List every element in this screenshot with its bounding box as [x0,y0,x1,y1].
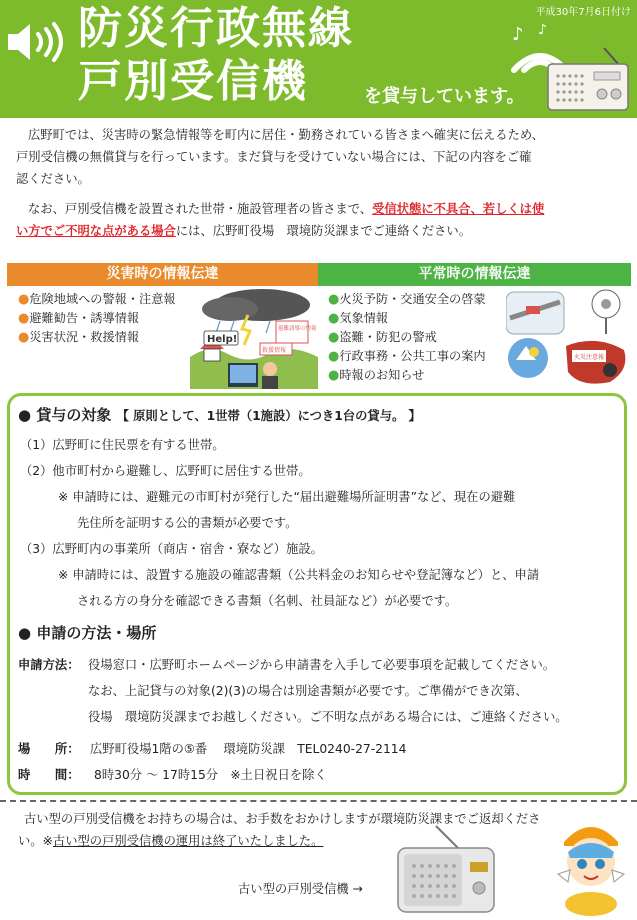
target-note: される方の身分を確認できる書類（名刺、社員証など）が必要です。 [77,594,458,608]
list-item: ●火災予防・交通安全の啓蒙 [328,292,486,307]
list-item: ●時報のお知らせ [328,368,425,383]
target-heading: ● 貸与の対象 【 原則として、1世帯（1施設）につき1台の貸与。 】 [18,406,421,424]
bullet-icon: ● [328,311,340,326]
apply-method-text: 役場 環境防災課までお越しください。ご不明な点がある場合には、ご連絡ください。 [88,710,568,724]
intro-text: なお、戸別受信機を設置された世帯・施設管理者の皆さまで、 [28,202,373,216]
svg-text:♪: ♪ [538,22,547,38]
rescue-sign: 救援情報 [262,347,287,354]
bullet-icon: ● [328,368,340,383]
divider [0,800,637,802]
old-receiver-icon [392,822,502,916]
page-title-line2: 戸別受信機 [78,56,308,107]
apply-method-label: 申請方法： [18,658,80,672]
page-title-line1: 防災行政無線 [78,3,354,54]
bullet-icon: ● [328,349,340,364]
target-note: ※ 申請時には、避難元の市町村が発行した“届出避難場所証明書”など、現在の避難 [58,490,516,504]
place-label: 場 所： [18,742,80,756]
intro-line [16,198,622,220]
target-item: （1）広野町に住民票を有する世帯。 [20,438,225,452]
return-note: 古い型の戸別受信機をお持ちの場合は、お手数をおかけしますが環境防災課までご返却くださ [24,812,541,826]
list-item: ●気象情報 [328,311,389,326]
mascot-character-icon [552,812,630,916]
target-item: （2）他市町村から避難し、広野町に居住する世帯。 [20,464,311,478]
target-heading-note: 【 原則として、1世帯（1施設）につき1台の貸与。 】 [116,409,421,423]
return-note: い。※古い型の戸別受信機の運用は終了いたしました。 [18,834,324,848]
intro-line: 認ください。 [16,172,90,186]
list-item: ●盗難・防犯の警戒 [328,330,437,345]
list-item: ●行政事務・公共工事の案内 [328,349,486,364]
service-ended-note: 古い型の戸別受信機の運用は終了いたしました。 [52,834,324,848]
disaster-info-heading: 災害時の情報伝達 [7,263,318,286]
target-note: 先住所を証明する公的書類が必要です。 [77,516,298,530]
help-sign: Help! [207,334,238,345]
intro-text: には、広野町役場 環境防災課までご連絡ください。 [175,224,472,238]
bullet-icon: ● [328,292,340,307]
radio-receiver-icon [544,44,632,114]
intro-line: 広野町では、災害時の緊急情報等を町内に居住・勤務されている皆さまへ確実に伝えるため、 [28,128,544,142]
svg-text:♪: ♪ [512,24,524,45]
list-item: ●災害状況・救援情報 [18,330,140,345]
place-value: 広野町役場1階の⑤番 環境防災課 TEL0240-27-2114 [90,742,407,756]
list-item: ●危険地域への警報・注意報 [18,292,176,307]
apply-method-text: 役場窓口・広野町ホームページから申請書を入手して必要事項を記載してください。 [88,658,556,672]
bullet-icon: ● [18,292,30,307]
speaker-icon [6,22,72,62]
apply-heading: ● 申請の方法・場所 [18,624,157,642]
page-title-suffix: を貸与しています。 [364,86,525,107]
date-label: 平成30年7月6日付け [535,7,631,18]
bullet-icon: ● [18,311,30,326]
bullet-icon: ● [328,330,340,345]
intro-emphasis: い方でご不明な点がある場合 [16,224,176,238]
intro-emphasis: 受信状態に不具合、若しくは使 [372,202,545,216]
time-label: 時 間： [18,768,80,782]
bullet-icon: ● [18,406,37,424]
normal-info-heading: 平常時の情報伝達 [318,263,631,286]
fire-warning-sign: 火災注意報 [574,354,605,361]
intro-line [16,220,622,242]
evacuation-sign: 避難誘導の情報 [278,326,317,332]
time-value: 8時30分 ～ 17時15分 ※土日祝日を除く [94,768,327,782]
list-item: ●避難勧告・誘導情報 [18,311,140,326]
normal-illustration-icon [506,288,632,388]
target-item: （3）広野町内の事業所（商店・宿舎・寮など）施設。 [20,542,323,556]
target-note: ※ 申請時には、設置する施設の確認書類（公共料金のお知らせや登記簿など）と、申請 [58,568,540,582]
old-receiver-caption: 古い型の戸別受信機 → [238,882,363,896]
bullet-icon: ● [18,624,37,642]
apply-method-text: なお、上記貸与の対象(2)(3)の場合は別途書類が必要です。ご準備ができ次第、 [88,684,528,698]
disaster-illustration-icon [190,287,318,389]
intro-line: 戸別受信機の無償貸与を行っています。まだ貸与を受けていない場合には、下記の内容をご確 [16,150,532,164]
bullet-icon: ● [18,330,30,345]
